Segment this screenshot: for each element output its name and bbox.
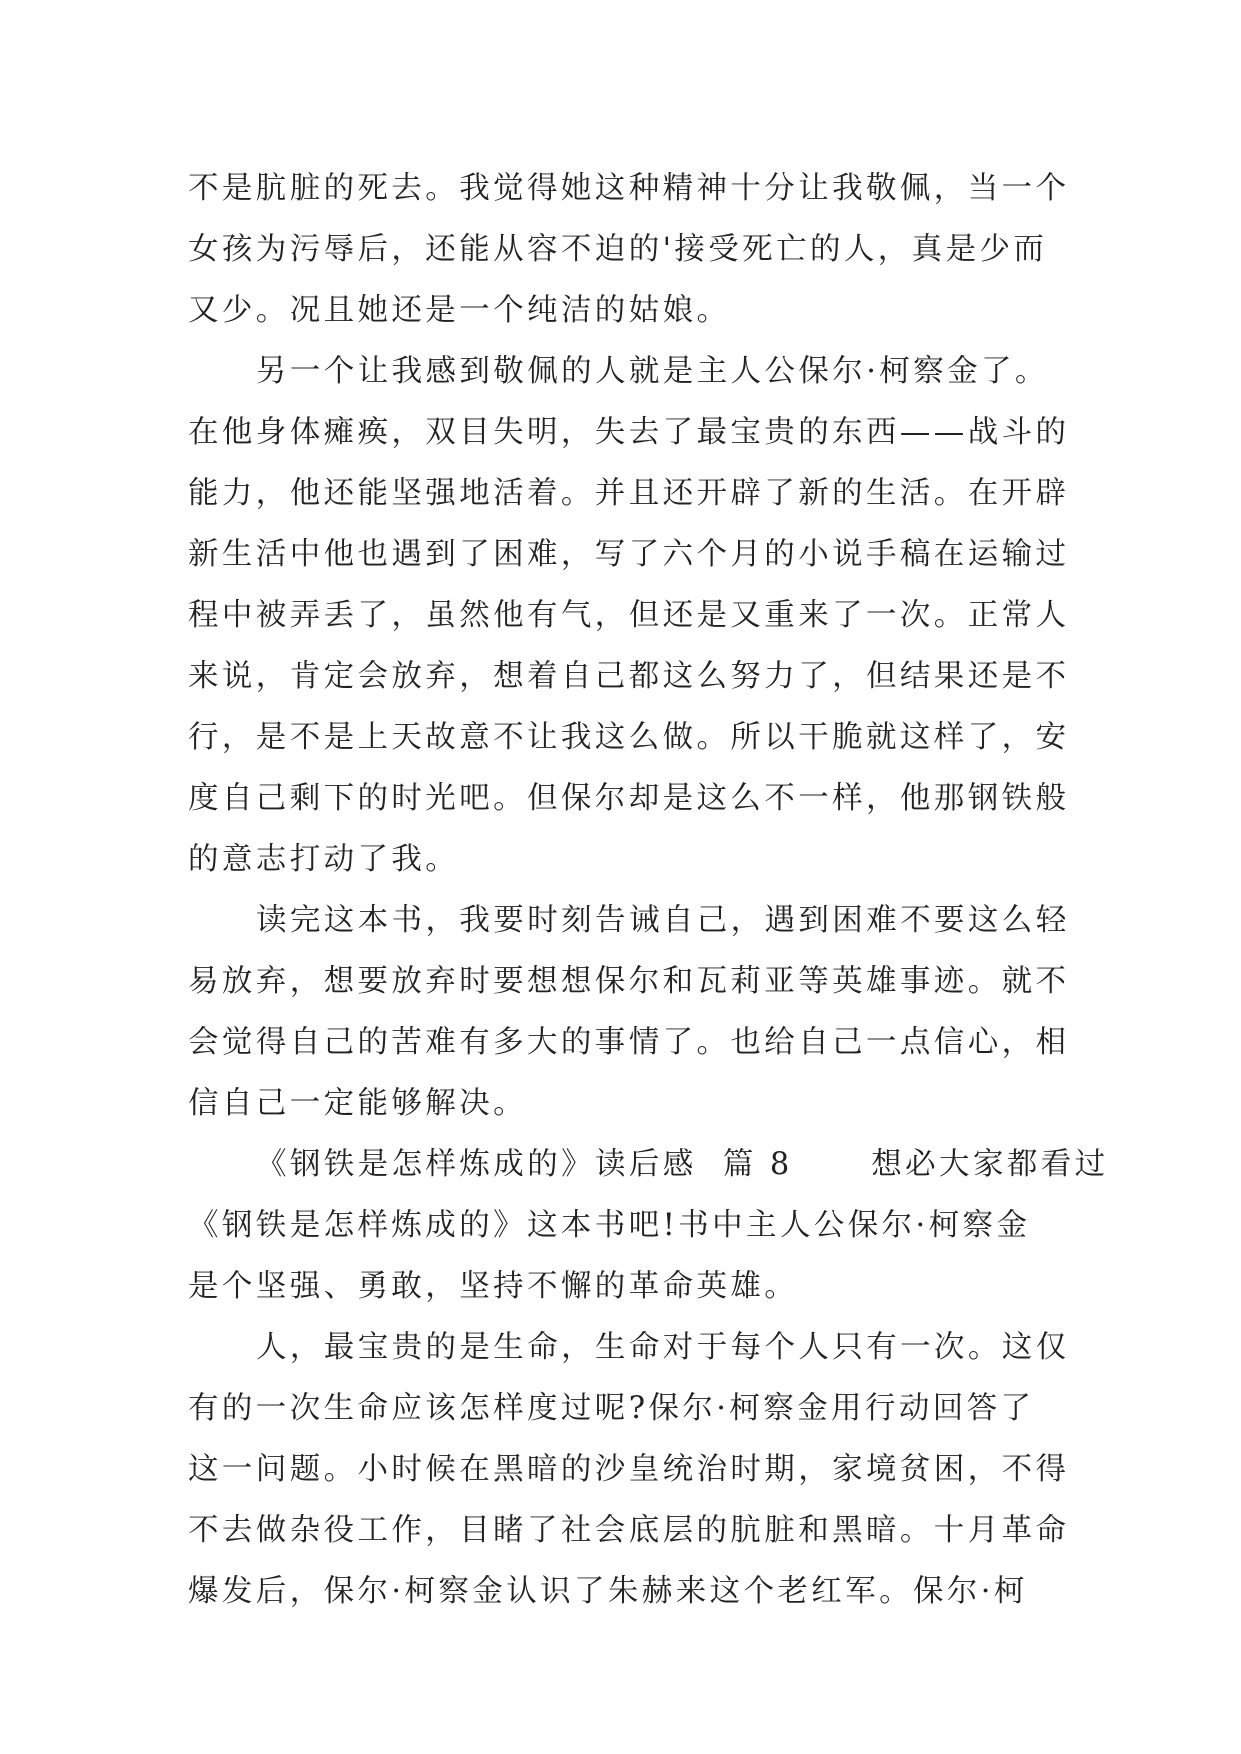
text-line: 信自己一定能够解决。 — [188, 1086, 527, 1121]
text-line: 的意志打动了我。 — [188, 842, 460, 877]
text-line: 读完这本书，我要时刻告诫自己，遇到困难不要这么轻 — [256, 903, 1070, 938]
text-line: 不去做杂役工作，目睹了社会底层的肮脏和黑暗。十月革命 — [188, 1513, 1070, 1548]
text-line: 人，最宝贵的是生命，生命对于每个人只有一次。这仅 — [256, 1330, 1070, 1365]
text-line: 来说，肯定会放弃，想着自己都这么努力了，但结果还是不 — [188, 659, 1070, 694]
text-line: 另一个让我感到敬佩的人就是主人公保尔·柯察金了。 — [256, 354, 1049, 389]
text-line: 女孩为污辱后，还能从容不迫的'接受死亡的人，真是少而 — [188, 232, 1048, 267]
text-line: 度自己剩下的时光吧。但保尔却是这么不一样，他那钢铁般 — [188, 781, 1070, 816]
text-line: 爆发后，保尔·柯察金认识了朱赫来这个老红军。保尔·柯 — [188, 1574, 1028, 1609]
text-line: 有的一次生命应该怎样度过呢?保尔·柯察金用行动回答了 — [188, 1391, 1035, 1426]
document-body — [188, 158, 1109, 1622]
text-line: 又少。况且她还是一个纯洁的姑娘。 — [188, 293, 731, 328]
text-line: 行，是不是上天故意不让我这么做。所以干脆就这样了，安 — [188, 720, 1070, 755]
text-line: 易放弃，想要放弃时要想想保尔和瓦莉亚等英雄事迹。就不 — [188, 964, 1070, 999]
section-heading-line: 《钢铁是怎样炼成的》读后感 篇 8 想必大家都看过 — [256, 1147, 1109, 1182]
text-line: 新生活中他也遇到了困难，写了六个月的小说手稿在运输过 — [188, 537, 1070, 572]
text-line: 这一问题。小时候在黑暗的沙皇统治时期，家境贫困，不得 — [188, 1452, 1070, 1487]
text-line: 不是肮脏的死去。我觉得她这种精神十分让我敬佩，当一个 — [188, 171, 1070, 206]
text-line: 会觉得自己的苦难有多大的事情了。也给自己一点信心，相 — [188, 1025, 1070, 1060]
text-line: 能力，他还能坚强地活着。并且还开辟了新的生活。在开辟 — [188, 476, 1070, 511]
text-line: 在他身体瘫痪，双目失明，失去了最宝贵的东西——战斗的 — [188, 415, 1070, 450]
text-line: 程中被弄丢了，虽然他有气，但还是又重来了一次。正常人 — [188, 598, 1070, 633]
text-line: 《钢铁是怎样炼成的》这本书吧!书中主人公保尔·柯察金 — [188, 1208, 1031, 1243]
text-line: 是个坚强、勇敢，坚持不懈的革命英雄。 — [188, 1269, 799, 1304]
